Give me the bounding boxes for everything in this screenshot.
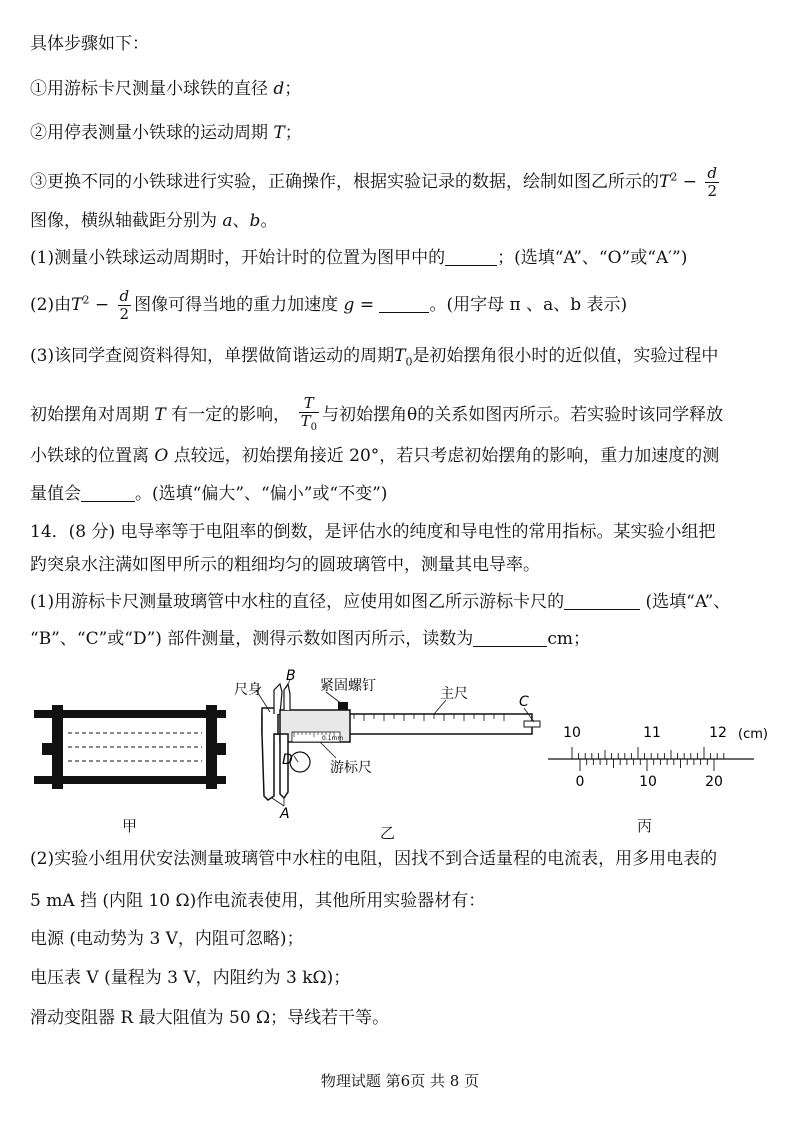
step-2-end: ； [284,123,302,143]
question-3-l4b: 。(选填“偏大”、“偏小”或“不变”) [135,484,388,504]
step-3-fraction: $\frac{d}{2}$ [707,164,718,200]
main-tick-label-10: 10 [563,725,581,741]
answer-blank-3[interactable] [81,483,135,502]
label-screw: 紧固螺钉 [320,678,376,694]
answer-blank-1[interactable] [445,247,497,266]
step-3b-b: b [249,211,261,231]
question-14-part-2-line-1: (2)实验小组用伏安法测量玻璃管中水柱的电阻，因找不到合适量程的电流表，用多用电表的 [30,849,718,869]
tube-left-electrode [42,743,54,755]
step-3b-pre: 图像，横纵轴截距分别为 [30,211,217,231]
main-tick-label-12: 12 [709,725,727,741]
question-14-line-2: 趵突泉水注满如图甲所示的粗细均匀的圆玻璃管中，测量其电导率。 [30,555,540,575]
vernier-scale-ticks [580,759,714,771]
locking-screw [338,702,348,710]
question-3-line-1 [30,344,718,374]
label-A: A [280,806,290,818]
question-2-pre: (2)由 [30,295,72,315]
glass-tube-figure [34,705,226,789]
question-3-line-3 [30,444,719,468]
vernier-caliper-figure [234,668,544,818]
question-3-line-4 [30,482,387,506]
step-2 [30,121,302,145]
question-3-line-2 [30,395,723,436]
question-14-part-1-line-1 [30,590,730,614]
step-3-line-1: ③更换不同的小铁球进行实验，正确操作，根据实验记录的数据，绘制如图乙所示的$T^2$ − $\frac{d}{2}$ [30,164,718,200]
question-3-T0: T [394,346,406,366]
question-14-part-2-line-4: 电压表 V (量程为 3 V，内阻约为 3 kΩ)； [30,968,351,988]
question-3-fraction: $\frac{T}{T_0}$ [300,394,317,433]
step-3b-end: 。 [260,211,278,231]
inner-jaw-moving [284,684,290,710]
question-3-l2a: 初始摆角对周期 [30,405,149,425]
step-1-text: ①用游标卡尺测量小球铁的直径 [30,79,268,99]
question-2-g: g [343,295,355,315]
question-3-l3a: 小铁球的位置离 [30,446,149,466]
water-dashes [68,733,202,761]
q14-p1-l1a: (1)用游标卡尺测量玻璃管中水柱的直径，应使用如图乙所示游标卡尺的 [30,592,565,612]
label-body: 尺身 [234,682,262,698]
answer-blank-4[interactable] [564,591,640,610]
step-2-var: T [273,123,285,143]
leader-lines [256,680,534,806]
question-14-part-1-line-2 [30,627,590,651]
label-vernier: 游标尺 [330,760,372,776]
main-tick-label-11: 11 [643,725,661,741]
question-2-fraction: $\frac{d}{2}$ [119,287,130,323]
step-1 [30,77,301,101]
question-14-part-2-line-5: 滑动变阻器 R 最大阻值为 50 Ω；导线若干等。 [30,1008,390,1028]
label-main-scale: 主尺 [440,686,468,702]
step-3-text: ③更换不同的小铁球进行实验，正确操作，根据实验记录的数据，绘制如图乙所示的 [30,172,659,192]
q14-p1-l2b: cm； [547,629,590,649]
question-14-line-1: 14．(8 分) 电导率等于电阻率的倒数，是评估水的纯度和导电性的常用指标。某实验小组把 [30,522,716,542]
question-3-l2c: 与初始摆角θ的关系如图丙所示。若实验时该同学释放 [321,405,724,425]
question-3-T: T [154,405,166,425]
step-2-text: ②用停表测量小铁球的运动周期 [30,123,268,143]
caption-yi: 乙 [380,824,396,842]
label-C: C [519,694,529,710]
question-3-l2b: 有一定的影响， [171,405,291,425]
question-3-l4a: 量值会 [30,484,81,504]
step-3-line-2 [30,209,277,233]
q14-p1-l1b: (选填“A”、 [645,592,731,612]
scale-reading-figure [548,724,774,796]
scale-unit: (cm) [738,727,768,742]
step-3-minus: − [682,172,697,192]
step-3b-a: a [222,211,233,231]
caption-jia: 甲 [122,817,138,835]
question-2-minus: − [94,295,110,315]
tube-right-electrode [214,743,226,755]
question-2: (2)由$T^2$ − $\frac{d}{2}$ 图像可得当地的重力加速度 g = 。(用字母 π 、a、b 表示) [30,287,628,323]
page-footer: 物理试题 第6页 共 8 页 [320,1072,480,1090]
steps-heading: 具体步骤如下： [30,34,149,54]
answer-blank-5[interactable] [473,628,547,647]
fixed-jaw [262,708,278,800]
question-2-T: T [71,295,83,315]
question-1 [30,246,687,270]
question-2-mid: 图像可得当地的重力加速度 [134,295,339,315]
question-3-l1a: (3)该同学查阅资料得知，单摆做简谐运动的周期 [30,346,395,366]
label-precision: 0.1mm [322,735,344,742]
label-B: B [286,668,296,684]
vernier-tick-label-0: 0 [575,774,585,790]
question-3-l1b: 是初始摆角很小时的近似值，实验过程中 [412,346,719,366]
vernier-tick-label-10: 10 [639,774,657,790]
question-3-O: O [154,446,169,466]
step-3-T: T [659,172,671,192]
question-2-post: 。(用字母 π 、a、b 表示) [429,295,628,315]
question-14-part-2-line-3: 电源 (电动势为 3 V，内阻可忽略)； [30,929,304,949]
question-1-text: (1)测量小铁球运动周期时，开始计时的位置为图甲中的 [30,248,446,268]
vernier-tick-label-20: 20 [705,774,723,790]
depth-rod [524,721,540,727]
main-scale-ticks [572,747,724,759]
step-1-end: ； [284,79,302,99]
thumb-wheel [290,752,310,772]
caption-bing: 丙 [637,817,653,835]
question-14-part-2-line-2: 5 mA 挡 (内阻 10 Ω)作电流表使用，其他所用实验器材有： [30,891,486,911]
q14-p1-l2a: “B”、“C”或“D”) 部件测量，测得示数如图丙所示，读数为 [30,629,474,649]
question-2-eq: = [359,295,375,315]
step-1-var: d [273,79,285,99]
answer-blank-2[interactable] [379,294,429,313]
question-3-T0-sub: 0 [405,355,413,369]
question-1-options: ；(选填“A”、“O”或“A′”) [497,248,688,268]
question-3-l3b: 点较远，初始摆角接近 20°，若只考虑初始摆角的影响，重力加速度的测 [173,446,720,466]
label-D: D [282,752,293,768]
step-3b-mid: 、 [232,211,250,231]
